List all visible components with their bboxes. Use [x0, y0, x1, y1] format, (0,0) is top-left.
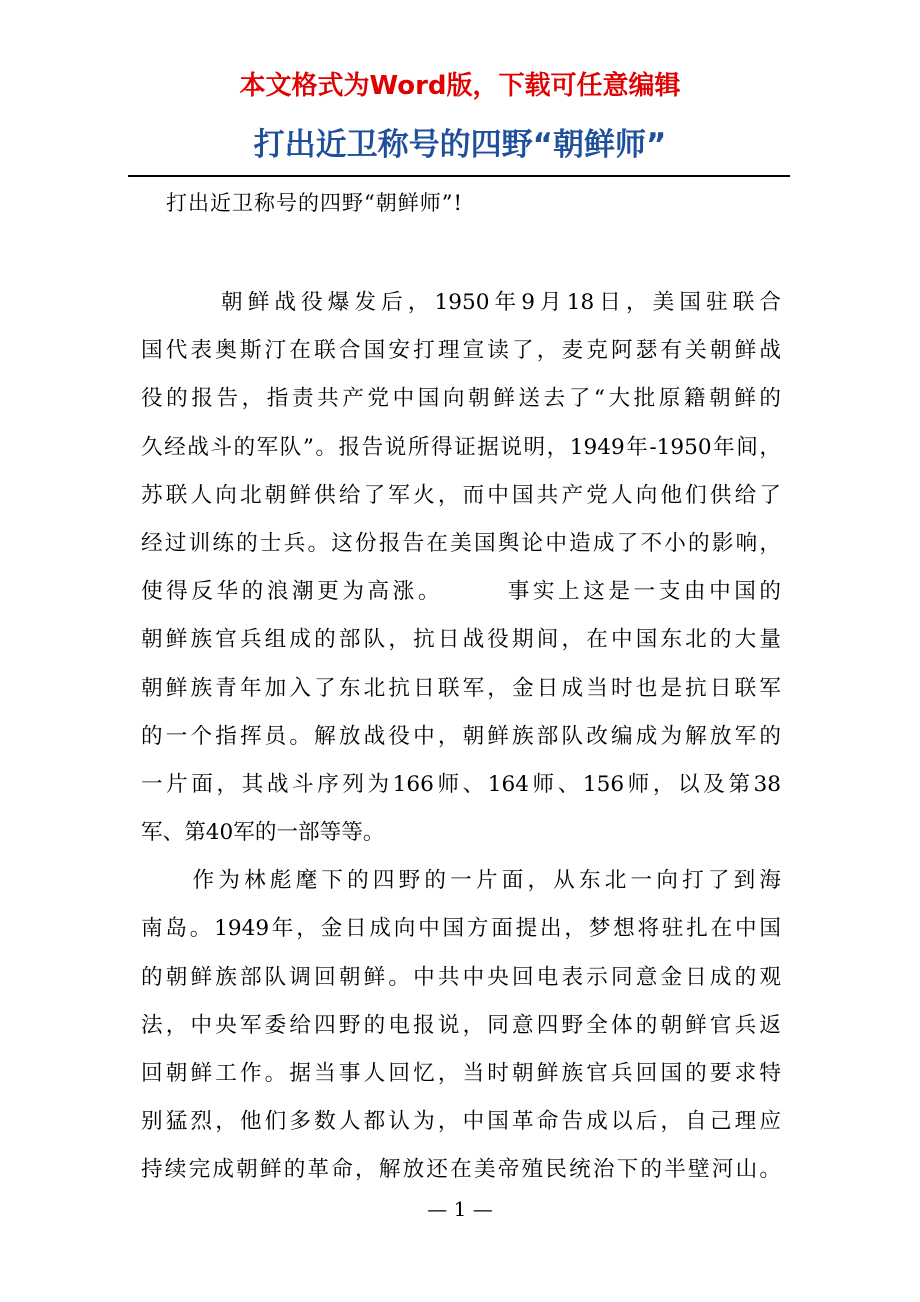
document-title: 打出近卫称号的四野“朝鲜师” [253, 127, 667, 163]
format-notice: 本文格式为Word版，下载可任意编辑 [239, 71, 681, 101]
document-subtitle: 打出近卫称号的四野“朝鲜师”! [166, 191, 463, 215]
text-line: 法，中央军委给四野的电报说，同意四野全体的朝鲜官兵返 [141, 1012, 781, 1038]
text-line: 役的报告，指责共产党中国向朝鲜送去了“大批原籍朝鲜的 [141, 386, 781, 412]
text-line: 朝鲜战役爆发后，1950年9月18日，美国驻联合 [141, 290, 781, 315]
text-line: 作为林彪麾下的四野的一片面，从东北一向打了到海 [141, 868, 781, 894]
text-line: 苏联人向北朝鲜供给了军火，而中国共产党人向他们供给了 [141, 482, 781, 508]
text-line: 久经战斗的军队”。报告说所得证据说明，1949年-1950年间， [141, 434, 781, 460]
text-line: 回朝鲜工作。据当事人回忆，当时朝鲜族官兵回国的要求特 [141, 1061, 781, 1086]
text-line: 军、第40军的一部等等。 [141, 820, 385, 846]
body-text [141, 279, 781, 1195]
text-line: 朝鲜族官兵组成的部队，抗日战役期间，在中国东北的大量 [141, 627, 781, 653]
text-line: 持续完成朝鲜的革命，解放还在美帝殖民统治下的半壁河山。 [141, 1157, 781, 1183]
text-line: 南岛。1949年，金日成向中国方面提出，梦想将驻扎在中国 [141, 916, 781, 942]
text-line: 使得反华的浪潮更为高涨。 事实上这是一支由中国的 [141, 579, 781, 605]
text-line: 别猛烈，他们多数人都认为，中国革命告成以后，自己理应 [141, 1109, 781, 1135]
text-line: 国代表奥斯汀在联合国安打理宣读了，麦克阿瑟有关朝鲜战 [141, 338, 781, 364]
page-number: — 1 — [427, 1197, 493, 1221]
text-line: 一片面，其战斗序列为166师、164师、156师，以及第38 [141, 771, 781, 797]
text-line: 经过训练的士兵。这份报告在美国舆论中造成了不小的影响， [141, 530, 781, 556]
text-line: 的朝鲜族部队调回朝鲜。中共中央回电表示同意金日成的观 [141, 964, 781, 990]
title-divider [128, 175, 790, 177]
text-line: 的一个指挥员。解放战役中，朝鲜族部队改编成为解放军的 [141, 723, 781, 749]
text-line: 朝鲜族青年加入了东北抗日联军，金日成当时也是抗日联军 [141, 675, 781, 701]
